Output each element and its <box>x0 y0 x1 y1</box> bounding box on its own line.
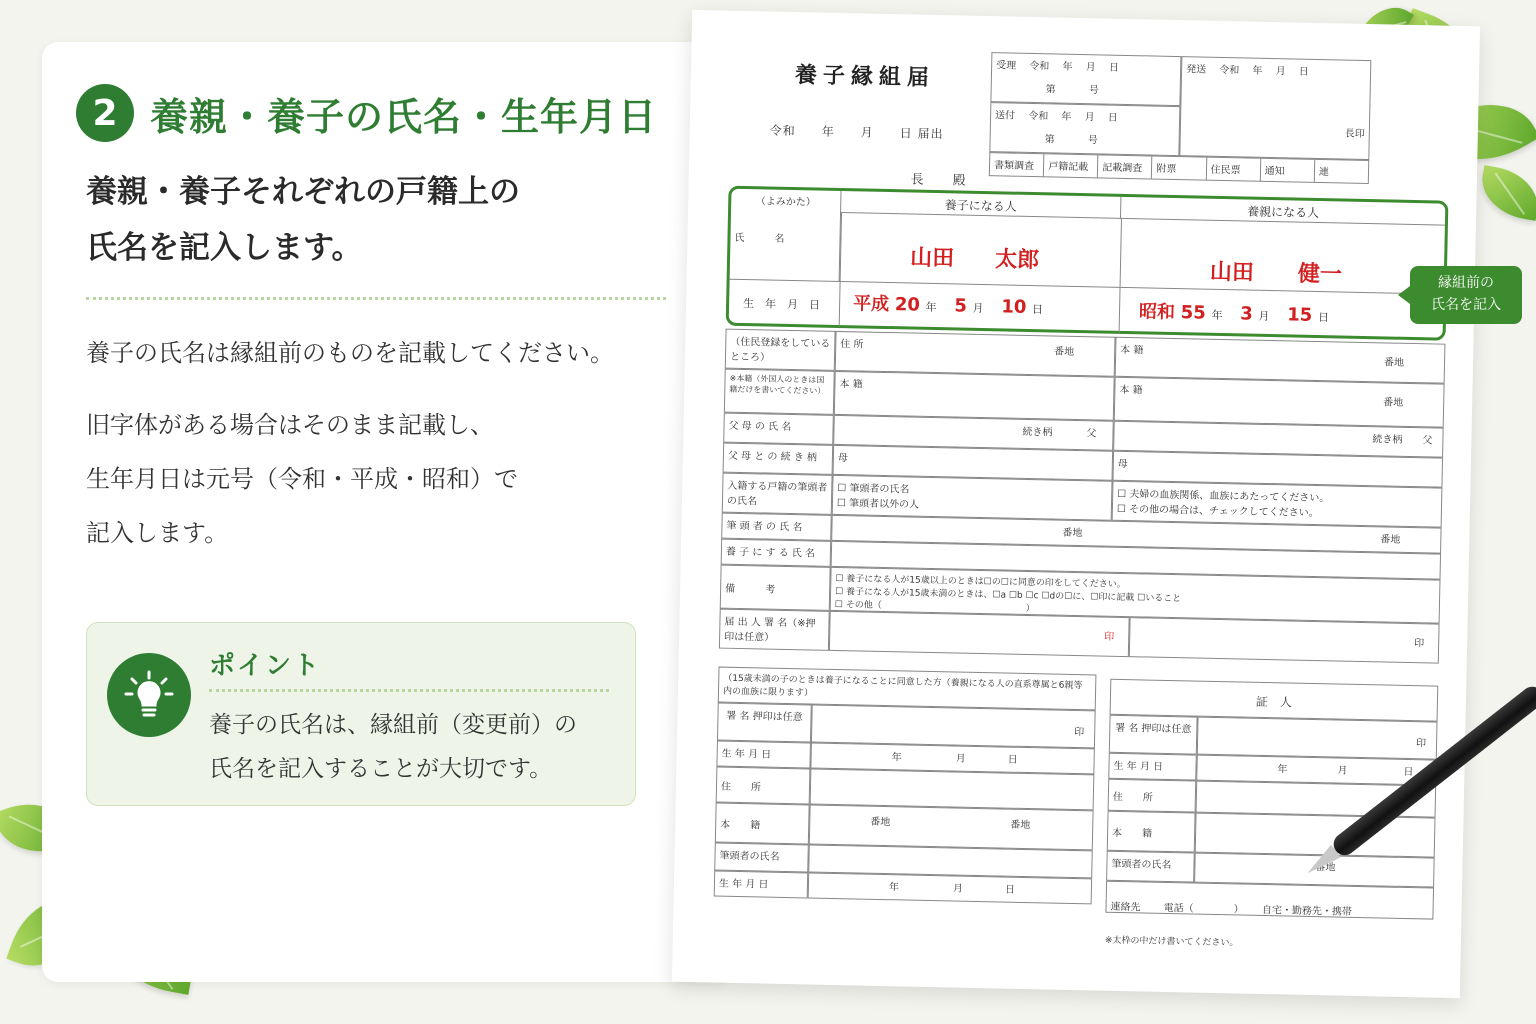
tel-label: 電話（ ） <box>1163 902 1239 916</box>
seal-mark: 印 <box>1074 727 1085 739</box>
year-suffix: 年 <box>925 300 937 315</box>
consent-dob2-label: 生 年 月 日 <box>714 871 809 899</box>
contact-label: 連絡先 <box>1110 901 1141 914</box>
check-cell: 附票 <box>1151 156 1206 181</box>
check-cell: 書類調査 <box>989 152 1044 177</box>
sent-y: 年 <box>1061 111 1072 123</box>
adopter-dob-day: 15 <box>1287 304 1313 326</box>
receipt-d: 日 <box>1108 62 1119 74</box>
father-label: 父 <box>1422 435 1433 447</box>
lightbulb-icon <box>107 653 191 737</box>
option-checkbox[interactable]: ☐ 筆頭者以外の人 <box>836 497 920 511</box>
seal-mark: 印 <box>1415 738 1427 750</box>
dispatch-m: 月 <box>1275 66 1286 78</box>
paragraph: 養子の氏名は縁組前のものを記載してください。 <box>86 339 614 367</box>
sent-label: 送付 <box>994 110 1016 122</box>
sent-no: 第 <box>1044 134 1055 146</box>
paragraph-line: 旧字体がある場合はそのまま記載し、 <box>86 411 494 439</box>
explanation-card <box>42 42 732 982</box>
remark-line: ☐ 養子になる人が15歳以上のときは☐の☐に同意の印をしてください。 <box>835 573 1126 591</box>
consent-sign-cell <box>811 705 1096 749</box>
year-suffix: 年 <box>1277 764 1288 776</box>
leaf-decoration <box>1476 165 1536 221</box>
consent-honseki-label: 本 籍 <box>715 803 810 845</box>
remark-line: ☐ その他（ ） <box>834 599 1035 615</box>
year-suffix: 年 <box>891 752 902 764</box>
dispatch-cell <box>1179 56 1371 160</box>
signer-cell-adopter <box>1129 617 1440 663</box>
option-checkbox[interactable]: ☐ 筆頭者の氏名 <box>837 482 910 496</box>
receipt-cell <box>990 52 1181 106</box>
banchi-label: 番地 <box>1383 397 1404 409</box>
consent-address-label: 住 所 <box>716 767 811 805</box>
adopter-given-name: 健一 <box>1297 261 1343 288</box>
point-text <box>209 703 629 791</box>
callout-tag <box>1410 266 1522 324</box>
consent-sign-label: 署 名 押印は任意 <box>717 703 812 743</box>
dob-label: 生 年 月 日 <box>742 296 821 312</box>
adoptee-given-name: 太郎 <box>994 247 1040 274</box>
check-cell: 通知 <box>1259 158 1314 183</box>
receipt-y: 年 <box>1062 61 1073 73</box>
day-suffix: 日 <box>1317 311 1330 325</box>
day-suffix: 日 <box>1403 766 1414 779</box>
month-suffix: 月 <box>1337 765 1348 777</box>
consent-dob-label: 生 年 月 日 <box>716 741 811 769</box>
witness-sign-label: 署 名 押印は任意 <box>1109 715 1198 755</box>
enter-options-adopter <box>1112 481 1443 528</box>
day-suffix: 日 <box>1004 884 1016 896</box>
sent-m: 月 <box>1084 112 1095 124</box>
enter-options-adoptee <box>832 475 1113 521</box>
banchi-label: 番地 <box>870 816 891 829</box>
adoptee-dob-year: 20 <box>894 294 921 316</box>
remarks-label: 備 考 <box>720 565 831 611</box>
signer-cell-adoptee <box>829 611 1130 657</box>
adopter-dob <box>1139 297 1330 327</box>
consent-dob2-cell <box>808 872 1092 904</box>
mother-label: 母 <box>833 445 1114 481</box>
banchi-label: 番地 <box>1054 346 1075 358</box>
witness-address-label: 住 所 <box>1108 779 1197 813</box>
honseki-cell-adopter <box>1114 377 1445 428</box>
step-header <box>76 84 657 142</box>
banchi-label: 番地 <box>1315 862 1336 874</box>
point-title: ポイント <box>209 651 322 681</box>
adoptee-header: 養子になる人 <box>841 191 1121 219</box>
month-suffix: 月 <box>952 883 964 895</box>
parents-label: 父 母 の 氏 名 <box>723 413 834 445</box>
adoptee-dob-day: 10 <box>1001 296 1027 318</box>
honseki-cell-adoptee: 本 籍 <box>834 371 1115 421</box>
adoptee-dob-era: 平成 <box>852 293 890 316</box>
lead-text <box>86 164 686 276</box>
adopter-surname: 山田 <box>1209 259 1255 286</box>
signer-label: 届 出 人 署 名（※押印は任意） <box>719 609 830 651</box>
receipt-go: 号 <box>1088 85 1099 97</box>
check-cell: 住民票 <box>1205 157 1260 182</box>
point-line: 養子の氏名は、縁組前（変更前）の <box>209 712 577 738</box>
sent-d: 日 <box>1107 112 1118 124</box>
yomikata-label: （よみかた） <box>755 196 816 209</box>
address-cell-adoptee <box>835 331 1116 377</box>
witness-honseki-label: 本 籍 <box>1107 811 1196 853</box>
receipt-m: 月 <box>1085 62 1096 74</box>
consent-honseki-cell <box>809 804 1094 850</box>
check-cell: 記載調査 <box>1097 154 1152 179</box>
mother-label: 母 <box>1112 451 1443 488</box>
footer-note: ※太枠の中だけ書いてください。 <box>1104 935 1239 949</box>
callout-line: 氏名を記入 <box>1431 297 1501 313</box>
receipt-era: 令和 <box>1029 60 1050 73</box>
check-cell: 戸籍記載 <box>1043 153 1098 178</box>
lead-line: 氏名を記入します。 <box>86 230 363 266</box>
head-label: 筆 頭 者 の 氏 名 <box>721 513 832 541</box>
name-dob-highlight <box>726 186 1449 341</box>
day-suffix: 日 <box>1007 754 1018 766</box>
year-suffix: 年 <box>888 882 900 894</box>
adopter-dob-month: 3 <box>1240 303 1254 325</box>
sent-cell <box>989 102 1180 156</box>
adoption-form-paper <box>672 10 1480 998</box>
name-label-cell <box>730 189 842 281</box>
dispatch-label: 発送 <box>1186 64 1207 76</box>
adoptee-dob-month: 5 <box>954 295 968 317</box>
consent-address-cell <box>810 768 1095 810</box>
witness-dob-label: 生 年 月 日 <box>1108 753 1197 781</box>
paragraph <box>86 398 706 560</box>
father-label: 父 <box>1086 428 1097 440</box>
sent-go: 号 <box>1087 135 1098 147</box>
banchi-label: 番地 <box>1383 357 1405 369</box>
adopter-dob-era: 昭和 <box>1138 301 1176 324</box>
seal-label: 長印 <box>1344 128 1365 140</box>
witness-sign-cell <box>1197 717 1438 760</box>
adoptee-surname: 山田 <box>909 245 955 272</box>
receipt-no: 第 <box>1045 84 1056 96</box>
adopter-header: 養親になる人 <box>1121 197 1445 226</box>
option-checkbox[interactable]: ☐ 夫婦の血族関係、血族にあたってください。 <box>1117 488 1330 505</box>
honseki-sublabel: 本 籍 <box>1120 344 1144 357</box>
dotted-divider <box>86 297 666 300</box>
banchi-label: 番地 <box>1010 819 1031 832</box>
dispatch-era: 令和 <box>1219 64 1240 77</box>
point-line: 氏名を記入することが大切です。 <box>209 756 553 782</box>
col-divider <box>1119 219 1122 333</box>
seal-mark: 印 <box>1414 638 1425 650</box>
zokugara-label: 続き柄 <box>1372 434 1403 446</box>
day-suffix: 日 <box>1031 303 1044 317</box>
honseki-note: ※本籍（外国人のときは国籍だけを書いてください） <box>724 369 835 415</box>
relation-label: 父 母 と の 続 き 柄 <box>723 443 834 475</box>
adopter-dob-year: 55 <box>1180 302 1207 324</box>
zokugara-label: 続き柄 <box>1022 426 1053 439</box>
paragraph-line: 記入します。 <box>86 519 229 547</box>
lead-line: 養親・養子それぞれの戸籍上の <box>86 174 520 210</box>
witness-honseki-cell <box>1195 813 1436 858</box>
month-suffix: 月 <box>955 753 966 765</box>
name-label: 氏 名 <box>734 232 785 245</box>
sent-era: 令和 <box>1028 110 1049 123</box>
consent-head-label: 筆頭者の氏名 <box>714 843 809 873</box>
banchi-label: 番地 <box>1062 527 1083 540</box>
honseki-sublabel: 本 籍 <box>1119 384 1143 397</box>
callout-line: 縁組前の <box>1438 275 1494 291</box>
seal-mark: 印 <box>1104 631 1115 643</box>
address-cell-adopter <box>1115 337 1446 384</box>
year-suffix: 年 <box>1211 308 1223 323</box>
banchi-label: 番地 <box>1380 534 1401 546</box>
form-title: 養子縁組届 <box>794 63 936 91</box>
adopt-name-label: 養 子 に す る 氏 名 <box>721 539 832 567</box>
address-label: （住民登録をしているところ） <box>725 329 836 371</box>
form-date-line: 令和 年 月 日 届出 <box>769 123 944 142</box>
month-suffix: 月 <box>1258 309 1270 324</box>
address-sublabel: 住 所 <box>840 339 864 351</box>
paragraph-line: 生年月日は元号（令和・平成・昭和）で <box>86 465 518 493</box>
adoptee-dob <box>853 289 1044 319</box>
witness-contact-row <box>1105 881 1434 920</box>
remark-line: ☐ 養子になる人が15歳未満のときは、☐a ☐b ☐c ☐dの☐に、☐印に記載 ☐いること <box>835 586 1182 605</box>
step-title: 養親・養子の氏名・生年月日 <box>150 94 658 139</box>
enter-family-label: 入籍する戸籍の筆頭者の氏名 <box>722 473 833 515</box>
month-suffix: 月 <box>972 301 984 316</box>
consent-header: （15歳未満の子のときは養子になることに同意した方（養親になる人の直系尊属と6親等内の血族に限ります） <box>718 667 1097 711</box>
form-addressee: 長 殿 <box>910 172 974 189</box>
step-number-badge: 2 <box>76 84 134 142</box>
point-box <box>86 622 636 806</box>
option-checkbox[interactable]: ☐ その他の場合は、チェックしてください。 <box>1116 503 1319 520</box>
dispatch-y: 年 <box>1252 65 1263 77</box>
check-cell: 連 <box>1314 159 1370 184</box>
dispatch-d: 日 <box>1298 66 1309 78</box>
witness-header: 証 人 <box>1110 679 1439 722</box>
dotted-divider <box>209 689 609 692</box>
receipt-label: 受理 <box>996 60 1017 72</box>
witness-head-label: 筆頭者の氏名 <box>1106 851 1195 883</box>
tel-options: 自宅・勤務先・携帯 <box>1261 904 1352 918</box>
